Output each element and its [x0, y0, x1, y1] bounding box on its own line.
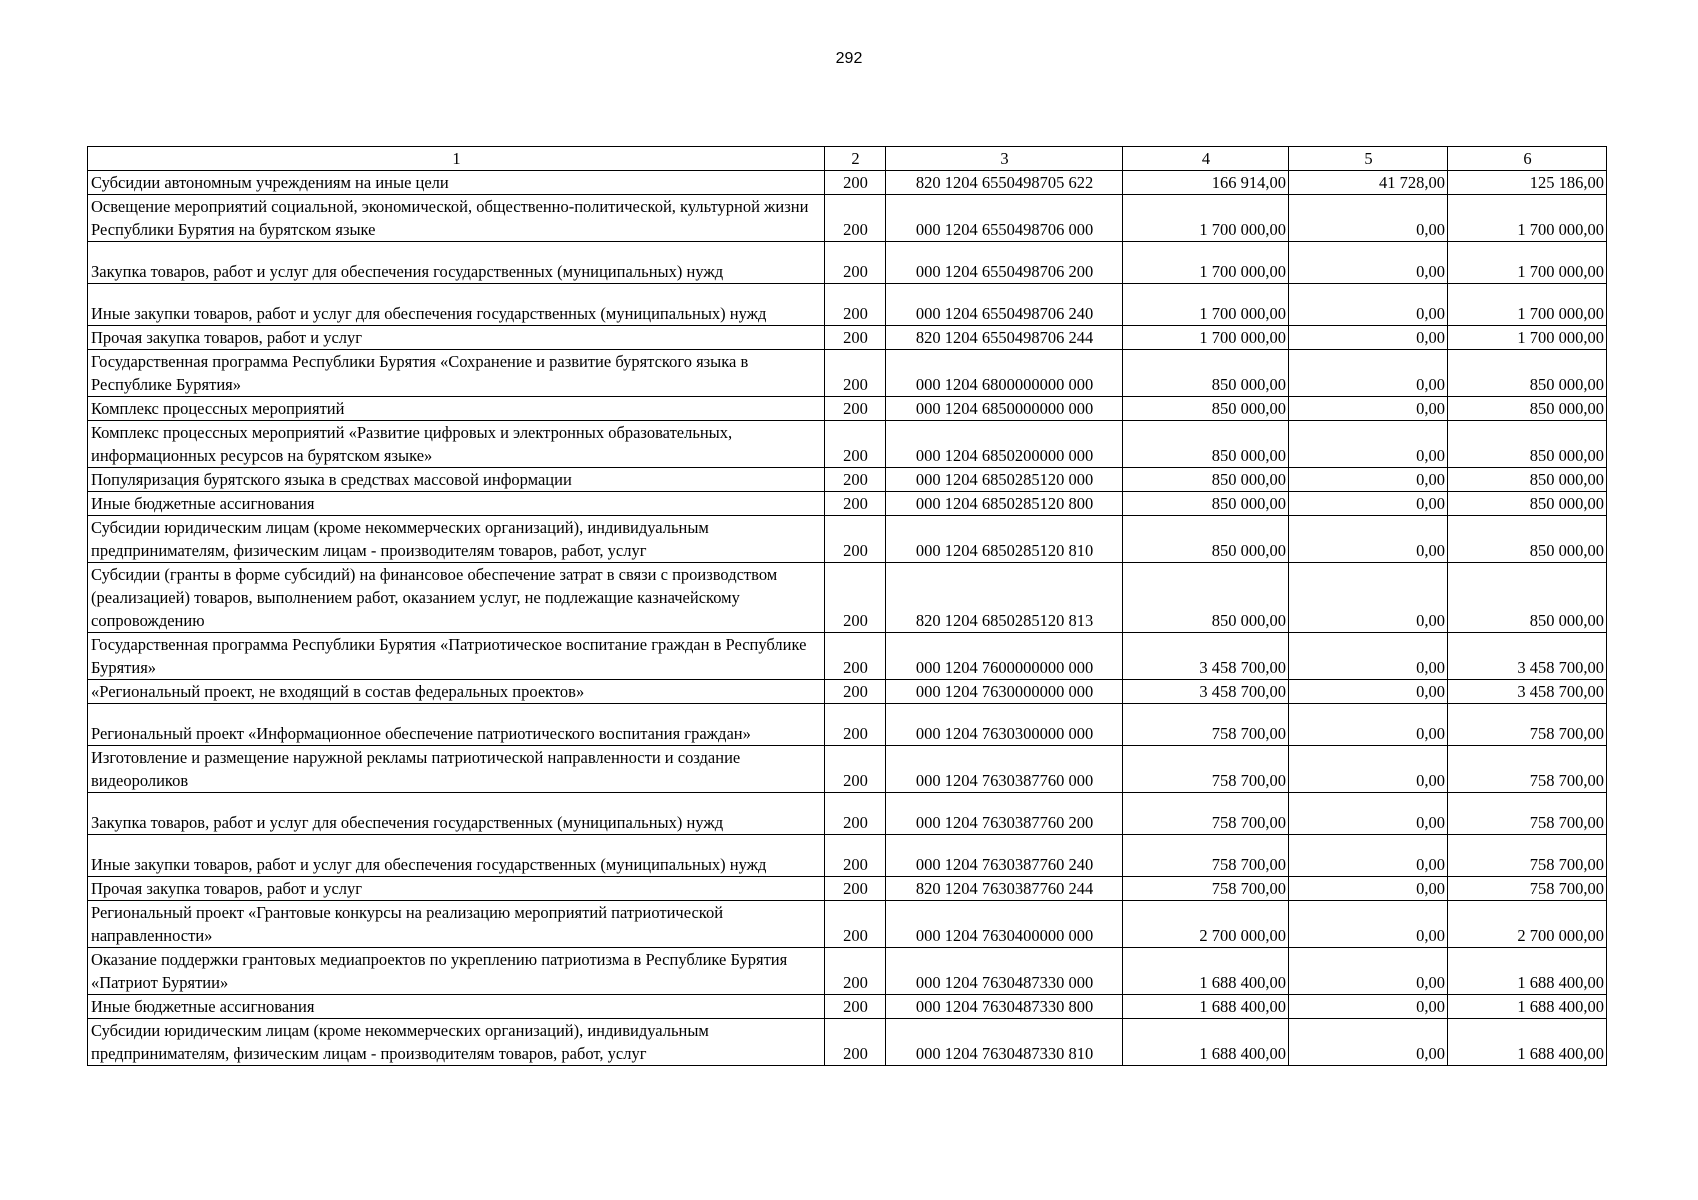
row-budget-code: 000 1204 7630400000 000	[886, 901, 1123, 948]
row-value-col5: 0,00	[1289, 492, 1448, 516]
row-admin-code: 200	[825, 793, 886, 835]
row-value-col6: 1 688 400,00	[1448, 1019, 1607, 1066]
row-admin-code: 200	[825, 680, 886, 704]
table-row	[88, 516, 1607, 563]
row-budget-code: 000 1204 6850285120 000	[886, 468, 1123, 492]
row-admin-code: 200	[825, 901, 886, 948]
row-admin-code: 200	[825, 171, 886, 195]
row-value-col5: 0,00	[1289, 326, 1448, 350]
row-value-col5: 0,00	[1289, 563, 1448, 633]
row-value-col5: 0,00	[1289, 877, 1448, 901]
row-name: Иные бюджетные ассигнования	[88, 492, 825, 516]
row-value-col6: 850 000,00	[1448, 468, 1607, 492]
row-admin-code: 200	[825, 242, 886, 284]
table-row	[88, 877, 1607, 901]
row-name: Государственная программа Республики Бурятия «Патриотическое воспитание граждан в Республике Бурятия»	[88, 633, 825, 680]
row-value-col4: 850 000,00	[1123, 563, 1289, 633]
row-name: Комплекс процессных мероприятий «Развитие цифровых и электронных образовательных, информационных ресурсов на бурятском языке»	[88, 421, 825, 468]
table-row	[88, 835, 1607, 877]
row-value-col4: 850 000,00	[1123, 492, 1289, 516]
table-row	[88, 195, 1607, 242]
row-value-col5: 0,00	[1289, 948, 1448, 995]
table-row	[88, 948, 1607, 995]
row-name: Комплекс процессных мероприятий	[88, 397, 825, 421]
table-row	[88, 746, 1607, 793]
row-name: Оказание поддержки грантовых медиапроектов по укреплению патриотизма в Республике Бурятия «Патриот Бурятии»	[88, 948, 825, 995]
row-admin-code: 200	[825, 468, 886, 492]
row-budget-code: 000 1204 7630000000 000	[886, 680, 1123, 704]
row-value-col6: 758 700,00	[1448, 746, 1607, 793]
row-value-col6: 1 700 000,00	[1448, 284, 1607, 326]
column-header: 4	[1123, 147, 1289, 171]
row-name: Популяризация бурятского языка в средствах массовой информации	[88, 468, 825, 492]
row-budget-code: 000 1204 6850285120 810	[886, 516, 1123, 563]
row-value-col6: 850 000,00	[1448, 492, 1607, 516]
table-row	[88, 421, 1607, 468]
row-name: Закупка товаров, работ и услуг для обеспечения государственных (муниципальных) нужд	[88, 793, 825, 835]
row-budget-code: 000 1204 6550498706 200	[886, 242, 1123, 284]
table-row	[88, 793, 1607, 835]
row-value-col5: 0,00	[1289, 1019, 1448, 1066]
row-budget-code: 000 1204 6850000000 000	[886, 397, 1123, 421]
row-admin-code: 200	[825, 746, 886, 793]
table-row	[88, 242, 1607, 284]
budget-table	[87, 146, 1607, 1066]
row-value-col4: 1 700 000,00	[1123, 284, 1289, 326]
row-value-col4: 166 914,00	[1123, 171, 1289, 195]
row-value-col6: 3 458 700,00	[1448, 633, 1607, 680]
row-value-col4: 758 700,00	[1123, 877, 1289, 901]
table-row	[88, 633, 1607, 680]
row-value-col4: 850 000,00	[1123, 468, 1289, 492]
row-value-col6: 758 700,00	[1448, 877, 1607, 901]
row-value-col6: 3 458 700,00	[1448, 680, 1607, 704]
row-budget-code: 000 1204 6800000000 000	[886, 350, 1123, 397]
row-value-col5: 0,00	[1289, 995, 1448, 1019]
row-name: Государственная программа Республики Бурятия «Сохранение и развитие бурятского языка в Республике Бурятия»	[88, 350, 825, 397]
row-budget-code: 000 1204 7630387760 000	[886, 746, 1123, 793]
row-value-col5: 0,00	[1289, 793, 1448, 835]
row-budget-code: 820 1204 6550498706 244	[886, 326, 1123, 350]
row-name: Иные закупки товаров, работ и услуг для обеспечения государственных (муниципальных) нужд	[88, 835, 825, 877]
row-value-col4: 850 000,00	[1123, 397, 1289, 421]
row-value-col6: 850 000,00	[1448, 516, 1607, 563]
row-admin-code: 200	[825, 704, 886, 746]
table-row	[88, 326, 1607, 350]
row-value-col6: 850 000,00	[1448, 397, 1607, 421]
row-value-col4: 850 000,00	[1123, 421, 1289, 468]
table-row	[88, 284, 1607, 326]
page-number: 292	[835, 50, 863, 67]
row-name: Субсидии юридическим лицам (кроме некоммерческих организаций), индивидуальным предпринимателям, физическим лицам - производителям товаров, работ, услуг	[88, 1019, 825, 1066]
row-value-col6: 125 186,00	[1448, 171, 1607, 195]
row-name: Иные бюджетные ассигнования	[88, 995, 825, 1019]
row-value-col4: 2 700 000,00	[1123, 901, 1289, 948]
row-value-col5: 0,00	[1289, 397, 1448, 421]
row-name: Освещение мероприятий социальной, экономической, общественно-политической, культурной жизни Республики Бурятия на бурятском языке	[88, 195, 825, 242]
row-name: Иные закупки товаров, работ и услуг для обеспечения государственных (муниципальных) нужд	[88, 284, 825, 326]
row-value-col5: 0,00	[1289, 350, 1448, 397]
row-admin-code: 200	[825, 195, 886, 242]
row-admin-code: 200	[825, 397, 886, 421]
row-value-col5: 41 728,00	[1289, 171, 1448, 195]
row-value-col4: 758 700,00	[1123, 835, 1289, 877]
table-row	[88, 171, 1607, 195]
row-admin-code: 200	[825, 284, 886, 326]
row-value-col5: 0,00	[1289, 901, 1448, 948]
table-row	[88, 397, 1607, 421]
row-value-col5: 0,00	[1289, 516, 1448, 563]
row-admin-code: 200	[825, 995, 886, 1019]
row-value-col6: 1 700 000,00	[1448, 195, 1607, 242]
row-value-col6: 850 000,00	[1448, 350, 1607, 397]
row-budget-code: 000 1204 6550498706 240	[886, 284, 1123, 326]
row-value-col5: 0,00	[1289, 284, 1448, 326]
table-header-row	[88, 147, 1607, 171]
row-budget-code: 000 1204 6550498706 000	[886, 195, 1123, 242]
row-name: Изготовление и размещение наружной рекламы патриотической направленности и создание видеороликов	[88, 746, 825, 793]
row-name: Прочая закупка товаров, работ и услуг	[88, 877, 825, 901]
row-value-col4: 1 700 000,00	[1123, 195, 1289, 242]
row-value-col4: 1 700 000,00	[1123, 242, 1289, 284]
row-admin-code: 200	[825, 1019, 886, 1066]
column-header: 2	[825, 147, 886, 171]
row-value-col5: 0,00	[1289, 633, 1448, 680]
row-budget-code: 000 1204 7600000000 000	[886, 633, 1123, 680]
row-value-col5: 0,00	[1289, 242, 1448, 284]
row-budget-code: 000 1204 7630487330 000	[886, 948, 1123, 995]
row-admin-code: 200	[825, 350, 886, 397]
row-value-col4: 3 458 700,00	[1123, 633, 1289, 680]
row-admin-code: 200	[825, 835, 886, 877]
row-value-col6: 850 000,00	[1448, 421, 1607, 468]
row-name: Субсидии (гранты в форме субсидий) на финансовое обеспечение затрат в связи с производством (реализацией) товаров, выполнением работ, оказанием услуг, не подлежащие казначейскому сопровождению	[88, 563, 825, 633]
row-value-col5: 0,00	[1289, 704, 1448, 746]
row-budget-code: 000 1204 6850200000 000	[886, 421, 1123, 468]
row-value-col4: 1 700 000,00	[1123, 326, 1289, 350]
row-value-col5: 0,00	[1289, 468, 1448, 492]
row-value-col4: 850 000,00	[1123, 350, 1289, 397]
row-value-col4: 758 700,00	[1123, 704, 1289, 746]
row-value-col4: 1 688 400,00	[1123, 948, 1289, 995]
row-value-col5: 0,00	[1289, 746, 1448, 793]
table-row	[88, 563, 1607, 633]
row-value-col5: 0,00	[1289, 680, 1448, 704]
row-value-col6: 850 000,00	[1448, 563, 1607, 633]
table-row	[88, 492, 1607, 516]
row-value-col4: 758 700,00	[1123, 746, 1289, 793]
table-row	[88, 680, 1607, 704]
table-row	[88, 468, 1607, 492]
row-admin-code: 200	[825, 516, 886, 563]
table-row	[88, 704, 1607, 746]
row-budget-code: 000 1204 7630300000 000	[886, 704, 1123, 746]
row-value-col6: 1 688 400,00	[1448, 995, 1607, 1019]
row-value-col5: 0,00	[1289, 195, 1448, 242]
row-budget-code: 000 1204 7630487330 800	[886, 995, 1123, 1019]
row-value-col6: 758 700,00	[1448, 793, 1607, 835]
row-value-col4: 850 000,00	[1123, 516, 1289, 563]
row-value-col6: 1 700 000,00	[1448, 326, 1607, 350]
row-admin-code: 200	[825, 326, 886, 350]
row-value-col6: 2 700 000,00	[1448, 901, 1607, 948]
row-name: Закупка товаров, работ и услуг для обеспечения государственных (муниципальных) нужд	[88, 242, 825, 284]
table-row	[88, 901, 1607, 948]
row-budget-code: 000 1204 7630487330 810	[886, 1019, 1123, 1066]
row-value-col6: 758 700,00	[1448, 704, 1607, 746]
row-value-col5: 0,00	[1289, 421, 1448, 468]
table-row	[88, 1019, 1607, 1066]
row-value-col6: 1 688 400,00	[1448, 948, 1607, 995]
row-value-col4: 3 458 700,00	[1123, 680, 1289, 704]
row-budget-code: 820 1204 7630387760 244	[886, 877, 1123, 901]
row-name: Прочая закупка товаров, работ и услуг	[88, 326, 825, 350]
row-budget-code: 000 1204 7630387760 200	[886, 793, 1123, 835]
column-header: 1	[88, 147, 825, 171]
table-body	[88, 171, 1607, 1066]
row-admin-code: 200	[825, 877, 886, 901]
row-name: Региональный проект «Информационное обеспечение патриотического воспитания граждан»	[88, 704, 825, 746]
table-row	[88, 995, 1607, 1019]
row-value-col4: 1 688 400,00	[1123, 1019, 1289, 1066]
row-admin-code: 200	[825, 948, 886, 995]
row-budget-code: 000 1204 7630387760 240	[886, 835, 1123, 877]
column-header: 5	[1289, 147, 1448, 171]
row-name: Региональный проект «Грантовые конкурсы на реализацию мероприятий патриотической направленности»	[88, 901, 825, 948]
row-name: Субсидии автономным учреждениям на иные цели	[88, 171, 825, 195]
row-budget-code: 820 1204 6850285120 813	[886, 563, 1123, 633]
row-admin-code: 200	[825, 563, 886, 633]
row-budget-code: 000 1204 6850285120 800	[886, 492, 1123, 516]
column-header: 3	[886, 147, 1123, 171]
row-admin-code: 200	[825, 492, 886, 516]
row-value-col6: 1 700 000,00	[1448, 242, 1607, 284]
row-name: Субсидии юридическим лицам (кроме некоммерческих организаций), индивидуальным предпринимателям, физическим лицам - производителям товаров, работ, услуг	[88, 516, 825, 563]
row-admin-code: 200	[825, 633, 886, 680]
row-budget-code: 820 1204 6550498705 622	[886, 171, 1123, 195]
row-value-col5: 0,00	[1289, 835, 1448, 877]
row-value-col4: 758 700,00	[1123, 793, 1289, 835]
table-row	[88, 350, 1607, 397]
row-value-col4: 1 688 400,00	[1123, 995, 1289, 1019]
row-name: «Региональный проект, не входящий в состав федеральных проектов»	[88, 680, 825, 704]
row-admin-code: 200	[825, 421, 886, 468]
row-value-col6: 758 700,00	[1448, 835, 1607, 877]
column-header: 6	[1448, 147, 1607, 171]
